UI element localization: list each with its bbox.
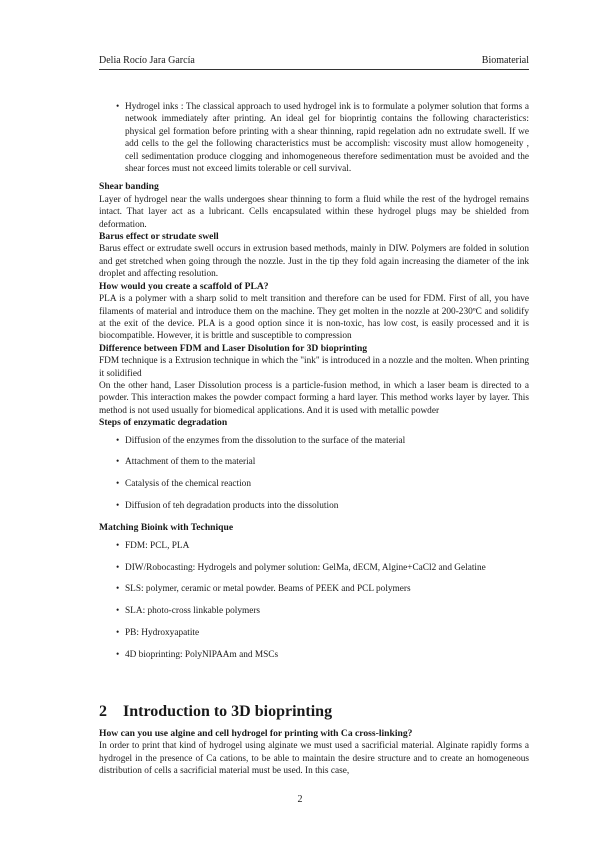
matching-heading: Matching Bioink with Technique	[99, 522, 234, 534]
section-number: 2	[99, 703, 107, 720]
section-heading	[99, 703, 332, 721]
list-item: • Catalysis of the chemical reaction	[99, 478, 529, 490]
list-item: • DIW/Robocasting: Hydrogels and polymer solution: GelMa, dECM, Algine+CaCl2 and Gelatine	[99, 562, 529, 574]
pla-scaffold-heading: How would you create a scaffold of PLA?	[99, 280, 269, 292]
header-topic: Biomaterial	[481, 55, 529, 66]
pla-scaffold-text: PLA is a polymer with a sharp solid to melt transition and therefore can be used for FDM. First of all, you have filaments of material and introduce them on the machine. They get molten in the nozzle at 200-230ºC and solidify at the exit of the device. PLA is a good option since it is non-toxic, has low cost, is easily processed and it is biocompatible. However, it is brittle and susceptible to compression	[99, 294, 529, 342]
enzymatic-heading: Steps of enzymatic degradation	[99, 417, 228, 429]
shear-banding-text: Layer of hydrogel near the walls undergoes shear thinning to form a fluid while the rest of the hydrogel remains intact. That layer act as a lubricant. Cells encapsulated within these hydrogel plugs may be shielded from deformation.	[99, 194, 529, 230]
enzymatic-list	[99, 435, 529, 513]
list-item: • Diffusion of teh degradation products into the dissolution	[99, 500, 529, 512]
list-item: • SLS: polymer, ceramic or metal powder. Beams of PEEK and PCL polymers	[99, 583, 529, 595]
fdm-laser-text-2: On the other hand, Laser Dissolution process is a particle-fusion method, in which a laser beam is directed to a powder. This interaction makes the powder compact forming a hard layer. This method works layer by layer. This method is not used usually for biomedical applications. And it is used with metallic powder	[99, 380, 529, 416]
section-title: Introduction to 3D bioprinting	[123, 703, 333, 720]
hydrogel-list	[99, 101, 529, 175]
alginate-block	[99, 728, 529, 778]
list-item: • Diffusion of the enzymes from the dissolution to the surface of the material	[99, 435, 529, 447]
page-number: 2	[297, 794, 303, 805]
alginate-heading: How can you use algine and cell hydrogel for printing with Ca cross-linking?	[99, 728, 413, 739]
fdm-laser-text-1: FDM technique is a Extrusion technique in which the "ink" is introduced in a nozzle and the molten. When printing it solidified	[99, 356, 529, 379]
shear-banding-heading: Shear banding	[99, 181, 159, 193]
barus-effect-heading: Barus effect or strudate swell	[99, 231, 219, 243]
main-text	[99, 101, 529, 671]
hydrogel-inks-item: • Hydrogel inks : The classical approach to used hydrogel ink is to formulate a polymer solution that forms a netwook immediately after printing. An ideal gel for bioprintig contains the following characteristics: physical gel formation before printing with a shear thinning, rapid regelation adn no extrudate swell. If we add cells to the gel the following characteristics must be accomplish: viscosity must allow homogeneity , cell sedimentation produce clogging and inhomogeneous therefore sedimentation must be avoided and the shear forces must not exceed limits tolerable or cell survival.	[99, 101, 529, 175]
header-rule	[99, 69, 529, 70]
list-item: • PB: Hydroxyapatite	[99, 627, 529, 639]
list-item: • SLA: photo-cross linkable polymers	[99, 605, 529, 617]
fdm-laser-heading: Difference between FDM and Laser Disolution for 3D bioprinting	[99, 342, 368, 354]
alginate-text: In order to print that kind of hydrogel using alginate we must used a sacrificial material. Alginate rapidly forms a hydrogel in the presence of Ca cations, to be able to maintain the desire structure and to create an homogeneous distribution of cells a sacrificial material must be used. In this case,	[99, 741, 529, 777]
list-item: • 4D bioprinting: PolyNIPAAm and MSCs	[99, 649, 529, 661]
barus-effect-text: Barus effect or extrudate swell occurs in extrusion based methods, mainly in DIW. Polymers are folded in solution and get stretched when going through the nozzle. Just in the tip they fold again increasing the diameter of the ink droplet and affecting resolution.	[99, 244, 529, 280]
matching-list	[99, 540, 529, 662]
list-item: • FDM: PCL, PLA	[99, 540, 529, 552]
header-author: Delia Rocío Jara García	[99, 55, 195, 66]
list-item: • Attachment of them to the material	[99, 456, 529, 468]
